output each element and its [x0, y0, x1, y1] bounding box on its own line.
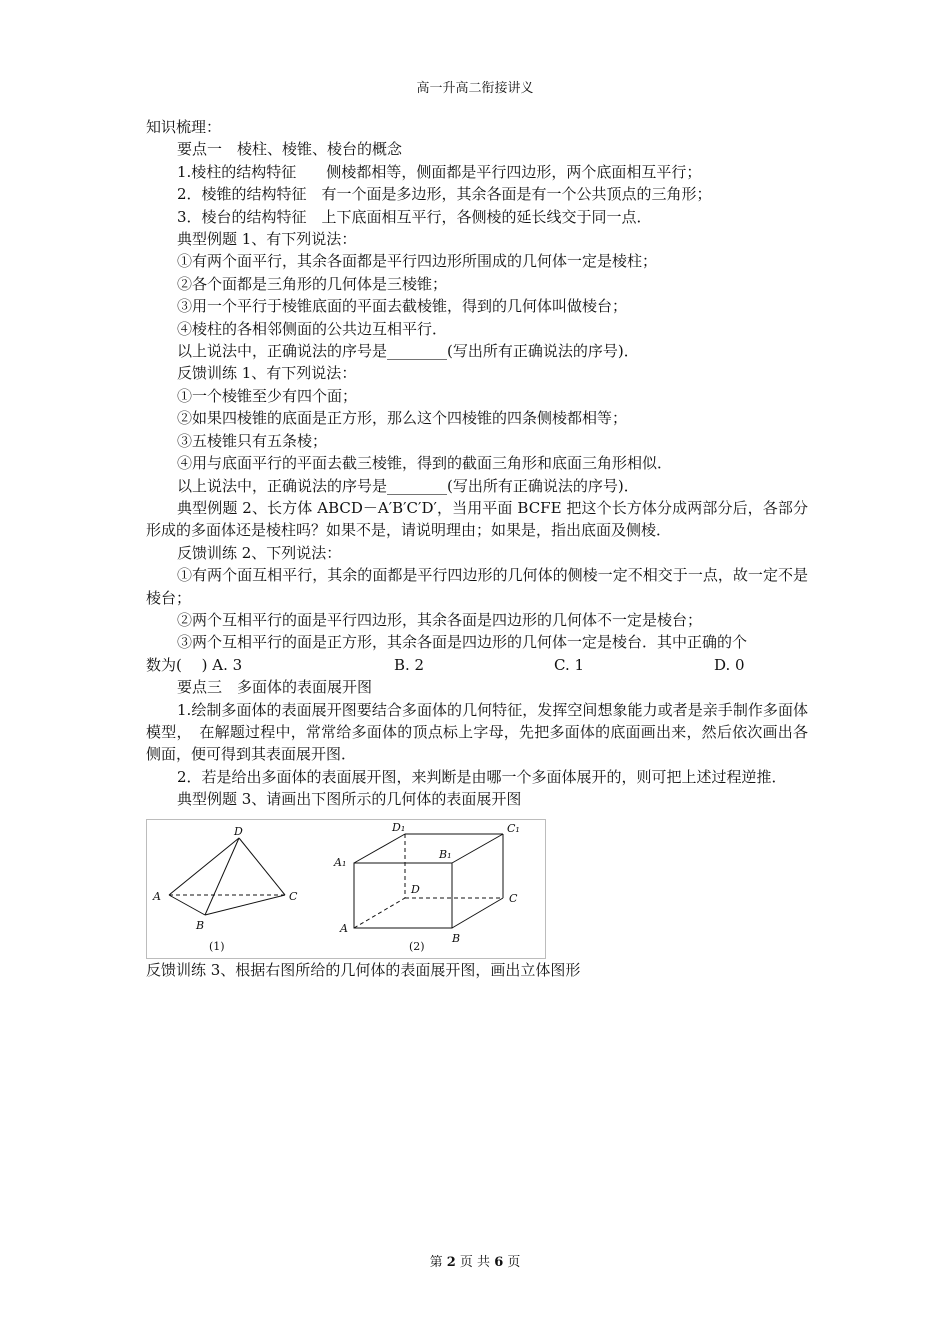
option-d: D. 0 [714, 655, 745, 674]
label-d: D [234, 824, 243, 838]
exercise-2-statement-1: ①有两个面互相平行，其余的面都是平行四边形的几何体的侧棱一定不相交于一点，故一定不是棱台； [146, 566, 808, 607]
key-point-3-heading: 要点三 多面体的表面展开图 [177, 678, 373, 697]
exercise-2-heading: 反馈训练 2、下列说法： [177, 543, 342, 562]
edge-bc [452, 898, 503, 928]
cuboid-drawing [354, 834, 503, 928]
label-c-cube: C [509, 891, 518, 905]
edge-b1c1 [452, 834, 503, 863]
label-d-cube: D [411, 882, 420, 896]
figure-2-caption: (2) [409, 939, 425, 953]
edge-db [205, 838, 239, 915]
prism-definition: 1.棱柱的结构特征 侧棱都相等，侧面都是平行四边形，两个底面相互平行； [177, 162, 702, 181]
exercise-1-question: 以上说法中，正确说法的序号是________(写出所有正确说法的序号)． [177, 476, 639, 495]
label-a1: A₁ [334, 855, 347, 869]
label-a-cube: A [340, 921, 348, 935]
document-body [146, 116, 808, 981]
example-3-heading: 典型例题 3、请画出下图所示的几何体的表面展开图 [177, 790, 522, 809]
edge-ad-hidden [354, 898, 405, 928]
example-1-statement-1: ①有两个面平行，其余各面都是平行四边形所围成的几何体一定是棱柱； [177, 252, 658, 271]
option-a: 数为( ) A. 3 [146, 655, 243, 674]
exercise-1-statement-1: ①一个棱锥至少有四个面； [177, 386, 358, 405]
example-1-statement-2: ②各个面都是三角形的几何体是三棱锥； [177, 274, 448, 293]
net-drawing-method: 1.绘制多面体的表面展开图要结合多面体的几何特征，发挥空间想象能力或者是亲手制作多面体模型， 在解题过程中，常常给多面体的顶点标上字母，先把多面体的底面画出来，然后依次画出各侧面，便可得到其表面展开图． [146, 700, 808, 764]
example-1-heading: 典型例题 1、有下列说法： [177, 230, 357, 249]
page-header: 高一升高二衔接讲义 [416, 81, 534, 96]
footer-post: 页 [507, 1255, 521, 1270]
option-b: B. 2 [394, 655, 425, 674]
footer-pre: 第 [429, 1255, 443, 1270]
page-footer [0, 1251, 950, 1270]
net-reverse-method: 2．若是给出多面体的表面展开图，来判断是由哪一个多面体展开的，则可把上述过程逆推． [177, 767, 787, 786]
label-c1: C₁ [507, 821, 520, 835]
frustum-definition: 3．棱台的结构特征 上下底面相互平行，各侧棱的延长线交于同一点． [177, 207, 652, 226]
edge-a1d1 [354, 834, 405, 863]
edge-dc [239, 838, 285, 895]
footer-page-number: 2 [446, 1255, 456, 1270]
pyramid-definition: 2．棱锥的结构特征 有一个面是多边形，其余各面是有一个公共顶点的三角形； [177, 185, 712, 204]
example-1-statement-4: ④棱柱的各相邻侧面的公共边互相平行． [177, 319, 448, 338]
label-d1: D₁ [392, 820, 406, 834]
exercise-3-text: 反馈训练 3、根据右图所给的几何体的表面展开图，画出立体图形 [146, 960, 581, 979]
key-point-1-heading: 要点一 棱柱、棱锥、棱台的概念 [177, 140, 403, 159]
geometry-figure [146, 819, 546, 959]
label-a: A [153, 889, 161, 903]
edge-ab [169, 895, 205, 915]
option-c: C. 1 [554, 655, 585, 674]
tetrahedron-drawing [169, 838, 285, 915]
exercise-2-options [146, 654, 808, 676]
exercise-2-statement-3: ③两个互相平行的面是正方形，其余各面是四边形的几何体一定是棱台．其中正确的个 [177, 633, 748, 652]
geometry-figure-svg [147, 820, 545, 958]
label-b-cube: B [452, 931, 461, 945]
front-face [354, 863, 452, 928]
exercise-2-statement-2: ②两个互相平行的面是平行四边形，其余各面是四边形的几何体不一定是棱台； [177, 610, 703, 629]
example-1-statement-3: ③用一个平行于棱锥底面的平面去截棱锥，得到的几何体叫做棱台； [177, 297, 628, 316]
exercise-1-statement-2: ②如果四棱锥的底面是正方形，那么这个四棱锥的四条侧棱都相等； [177, 409, 628, 428]
exercise-1-statement-4: ④用与底面平行的平面去截三棱锥，得到的截面三角形和底面三角形相似． [177, 454, 673, 473]
label-b1: B₁ [439, 847, 452, 861]
exercise-1-heading: 反馈训练 1、有下列说法： [177, 364, 357, 383]
exercise-1-statement-3: ③五棱锥只有五条棱； [177, 431, 328, 450]
footer-total-pages: 6 [494, 1255, 504, 1270]
figure-1-caption: (1) [209, 939, 225, 953]
edge-bc [205, 895, 285, 915]
label-b: B [196, 918, 205, 932]
label-c: C [289, 889, 298, 903]
footer-mid: 页 共 [459, 1255, 491, 1270]
example-2-text: 典型例题 2、长方体 ABCD－A′B′C′D′，当用平面 BCFE 把这个长方体分成两部分后，各部分形成的多面体还是棱柱吗？如果不是，请说明理由；如果是，指出底面及侧棱． [146, 498, 808, 540]
section-title-knowledge: 知识梳理： [146, 118, 222, 136]
edge-da [169, 838, 239, 895]
example-1-question: 以上说法中，正确说法的序号是________(写出所有正确说法的序号)． [177, 342, 639, 361]
